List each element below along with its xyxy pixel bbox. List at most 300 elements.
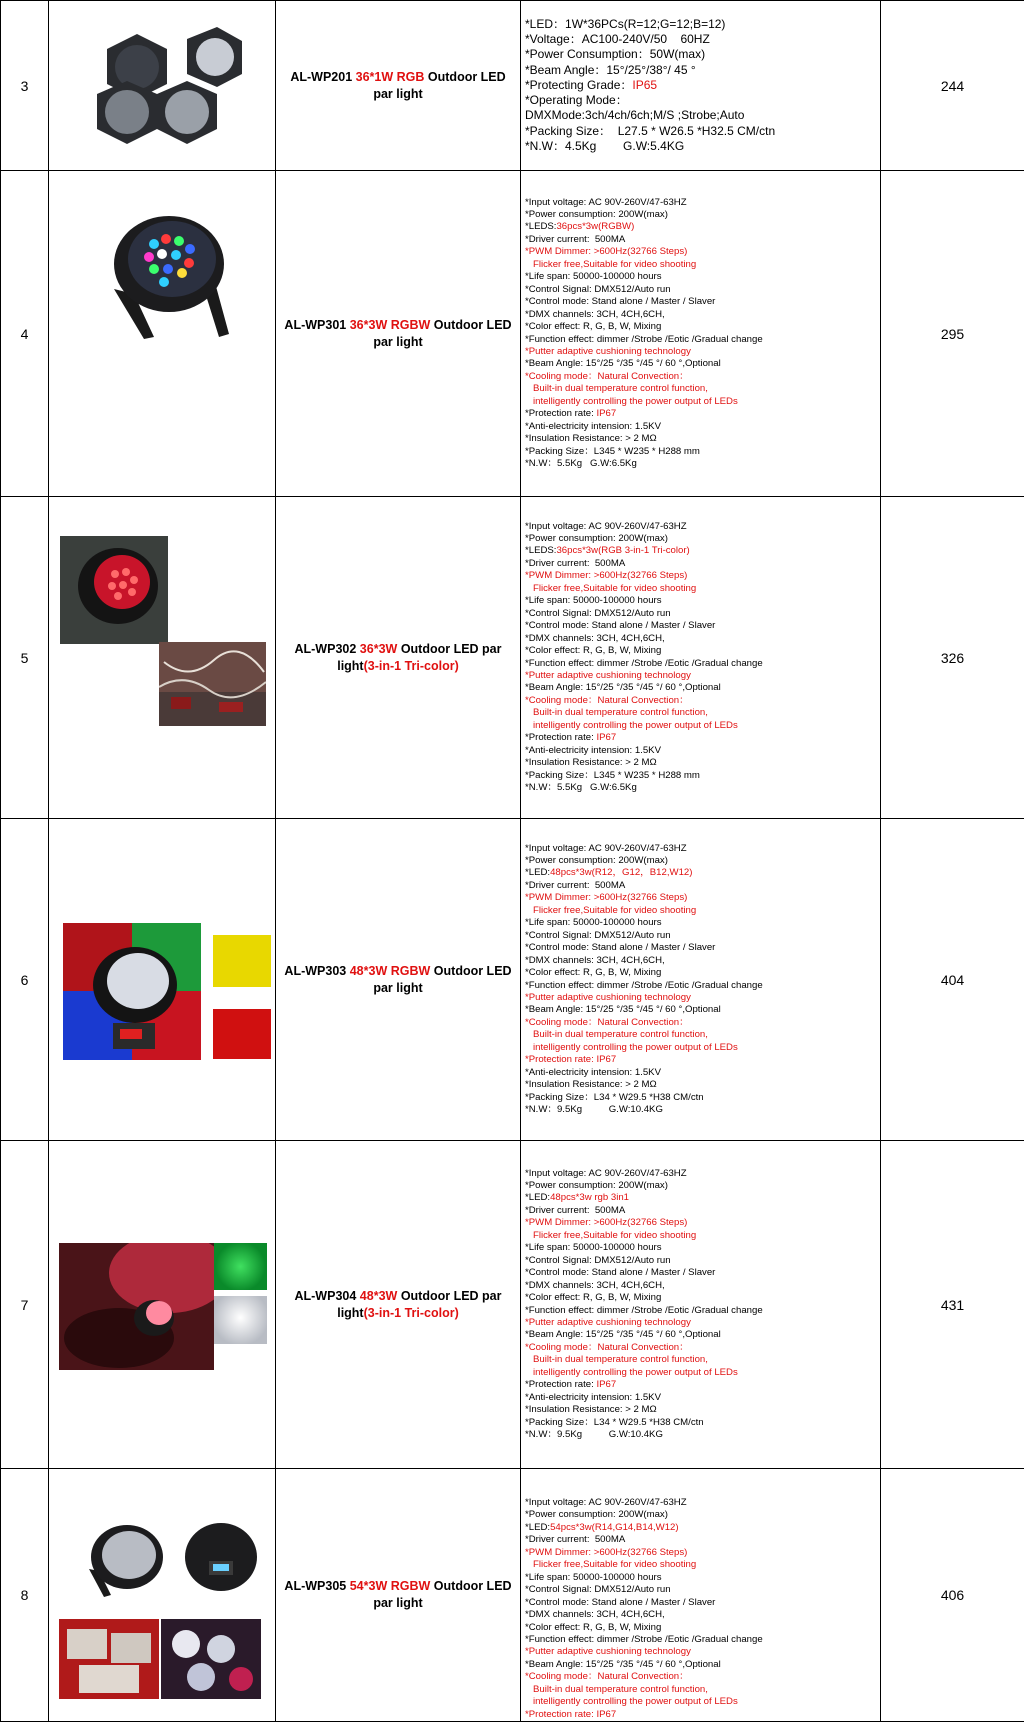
stock-photo	[161, 1619, 261, 1699]
spec-text: *Power consumption: 200W(max)	[525, 209, 668, 220]
color-swatch-yellow	[213, 935, 271, 987]
spec-text: *Power Consumption：50W(max)	[525, 47, 705, 61]
spec-text-highlight: *PWM Dimmer: >600Hz(32766 Steps)	[525, 1547, 687, 1558]
spec-text: *Packing Size：L34 * W29.5 *H38 CM/ctn	[525, 1417, 704, 1428]
spec-line	[525, 1597, 880, 1609]
product-photo-cell	[49, 1, 276, 171]
model-code: AL-WP302	[294, 642, 356, 656]
spec-line	[525, 955, 880, 967]
spec-line	[525, 1092, 880, 1104]
spec-line	[525, 396, 880, 408]
spec-line	[525, 1292, 880, 1304]
spec-line	[525, 246, 880, 258]
spec-line	[525, 1354, 880, 1366]
spec-text: *Driver current: 500MA	[525, 880, 625, 891]
spec-line	[525, 197, 880, 209]
spec-text: *Driver current: 500MA	[525, 1534, 625, 1545]
color-swatch-white	[214, 1296, 267, 1344]
model-description: Outdoor LED par light	[373, 1579, 511, 1610]
spec-line	[525, 745, 880, 757]
spec-line	[525, 124, 880, 139]
spec-text: *LEDS:	[525, 221, 556, 232]
spec-text: *Packing Size：L345 * W235 * H288 mm	[525, 446, 700, 457]
spec-line	[525, 234, 880, 246]
spec-text-highlight: *PWM Dimmer: >600Hz(32766 Steps)	[525, 570, 687, 581]
spec-text: *Beam Angle：15°/25°/38°/ 45 °	[525, 63, 696, 77]
spec-cell	[521, 1141, 881, 1469]
spec-text-highlight: *Protection rate: IP67	[525, 1709, 616, 1720]
spec-line	[525, 1104, 880, 1116]
spec-text: *N.W：9.5Kg G.W:10.4KG	[525, 1429, 663, 1440]
model-code: AL-WP304	[294, 1289, 356, 1303]
spec-line	[525, 271, 880, 283]
spec-text: *Anti-electricity intension: 1.5KV	[525, 1392, 661, 1403]
spec-text: *Insulation Resistance: > 2 MΩ	[525, 757, 657, 768]
spec-line	[525, 892, 880, 904]
spec-line	[525, 1609, 880, 1621]
spec-text-highlight: *Cooling mode：Natural Convection：	[525, 695, 689, 706]
price: 244	[881, 1, 1024, 171]
spec-text: *DMX channels: 3CH, 4CH,6CH,	[525, 955, 665, 966]
spec-line	[525, 1205, 880, 1217]
spec-line	[525, 1168, 880, 1180]
spec-line	[525, 1429, 880, 1441]
spec-line	[525, 1280, 880, 1292]
spec-line	[525, 770, 880, 782]
spec-text: *Beam Angle: 15°/25 °/35 °/45 °/ 60 °,Optional	[525, 682, 721, 693]
spec-line	[525, 695, 880, 707]
model-highlight: 54*3W RGBW	[350, 1579, 431, 1593]
spec-line	[525, 1255, 880, 1267]
spec-line	[525, 930, 880, 942]
spec-text: *Insulation Resistance: > 2 MΩ	[525, 1404, 657, 1415]
spec-line	[525, 1522, 880, 1534]
price: 326	[881, 497, 1024, 819]
spec-line	[525, 32, 880, 47]
spec-text: *Life span: 50000-100000 hours	[525, 271, 662, 282]
product-photo	[63, 923, 201, 1060]
spec-line	[525, 782, 880, 794]
spec-text: *Input voltage: AC 90V-260V/47-63HZ	[525, 1168, 687, 1179]
spec-text: *Anti-electricity intension: 1.5KV	[525, 421, 661, 432]
spec-text: *Control Signal: DMX512/Auto run	[525, 284, 671, 295]
spec-line	[525, 446, 880, 458]
spec-line	[525, 1042, 880, 1054]
spec-line	[525, 284, 880, 296]
spec-line	[525, 1572, 880, 1584]
spec-text: *Control Signal: DMX512/Auto run	[525, 930, 671, 941]
spec-text: *DMX channels: 3CH, 4CH,6CH,	[525, 1609, 665, 1620]
spec-text: *Function effect: dimmer /Strobe /Eotic /Gradual change	[525, 1305, 763, 1316]
product-photo-secondary	[159, 642, 266, 726]
model-highlight: 36*3W	[360, 642, 398, 656]
spec-text: *Color effect: R, G, B, W, Mixing	[525, 645, 661, 656]
spec-text-highlight: Flicker free,Suitable for video shooting	[525, 1230, 696, 1241]
spec-line	[525, 521, 880, 533]
spec-line	[525, 108, 880, 123]
spec-line	[525, 17, 880, 32]
spec-line	[525, 707, 880, 719]
product-photo-back	[179, 1519, 264, 1597]
spec-text: *N.W：5.5Kg G.W:6.5Kg	[525, 782, 637, 793]
spec-text: *Input voltage: AC 90V-260V/47-63HZ	[525, 843, 687, 854]
spec-text: *Beam Angle: 15°/25 °/35 °/45 °/ 60 °,Optional	[525, 1329, 721, 1340]
spec-text-highlight: IP67	[596, 732, 616, 743]
spec-line	[525, 1180, 880, 1192]
spec-text: *LED:	[525, 1522, 550, 1533]
product-photo-cell	[49, 171, 276, 497]
spec-text-highlight: Built-in dual temperature control function,	[525, 1684, 708, 1695]
spec-line	[525, 757, 880, 769]
spec-text: *Anti-electricity intension: 1.5KV	[525, 1067, 661, 1078]
spec-text-highlight: 36pcs*3w(RGBW)	[556, 221, 634, 232]
spec-text-highlight: intelligently controlling the power output of LEDs	[525, 720, 738, 731]
model-description: Outdoor LED par light	[337, 642, 501, 673]
model-code: AL-WP305	[284, 1579, 346, 1593]
model-cell	[276, 497, 521, 819]
spec-text-highlight: *Cooling mode：Natural Convection：	[525, 371, 689, 382]
spec-line	[525, 1317, 880, 1329]
spec-text: *Input voltage: AC 90V-260V/47-63HZ	[525, 1497, 687, 1508]
spec-text: *Control mode: Stand alone / Master / Slaver	[525, 942, 715, 953]
spec-text: *Life span: 50000-100000 hours	[525, 1572, 662, 1583]
spec-cell	[521, 819, 881, 1141]
spec-line	[525, 1029, 880, 1041]
spec-line	[525, 1696, 880, 1708]
spec-text: *Input voltage: AC 90V-260V/47-63HZ	[525, 197, 687, 208]
spec-text: *DMX channels: 3CH, 4CH,6CH,	[525, 1280, 665, 1291]
spec-text-highlight: *Putter adaptive cushioning technology	[525, 1317, 691, 1328]
model-highlight: 36*3W RGBW	[350, 318, 431, 332]
price: 431	[881, 1141, 1024, 1469]
model-description: Outdoor LED par light	[373, 70, 505, 101]
model-highlight: 36*1W RGB	[356, 70, 425, 84]
spec-text: *Power consumption: 200W(max)	[525, 855, 668, 866]
model-cell	[276, 1, 521, 171]
spec-line	[525, 905, 880, 917]
spec-text: *Control mode: Stand alone / Master / Slaver	[525, 1267, 715, 1278]
spec-text: *Power consumption: 200W(max)	[525, 1180, 668, 1191]
spec-line	[525, 917, 880, 929]
spec-text: *Insulation Resistance: > 2 MΩ	[525, 1079, 657, 1090]
spec-line	[525, 1559, 880, 1571]
spec-text: *Function effect: dimmer /Strobe /Eotic /Gradual change	[525, 980, 763, 991]
spec-text-highlight: intelligently controlling the power output of LEDs	[525, 1367, 738, 1378]
spec-text: *DMX channels: 3CH, 4CH,6CH,	[525, 633, 665, 644]
spec-line	[525, 63, 880, 78]
spec-text: *LED:	[525, 1192, 550, 1203]
spec-line	[525, 595, 880, 607]
spec-text: *Packing Size：L345 * W235 * H288 mm	[525, 770, 700, 781]
spec-text-highlight: Flicker free,Suitable for video shooting	[525, 583, 696, 594]
spec-line	[525, 259, 880, 271]
model-code: AL-WP303	[284, 964, 346, 978]
spec-text: *DMX channels: 3CH, 4CH,6CH,	[525, 309, 665, 320]
price: 406	[881, 1469, 1024, 1722]
spec-text-highlight: Flicker free,Suitable for video shooting	[525, 905, 696, 916]
spec-line	[525, 1079, 880, 1091]
table-row	[1, 1469, 1024, 1722]
spec-line	[525, 658, 880, 670]
spec-text-highlight: IP67	[596, 1379, 616, 1390]
spec-line	[525, 1684, 880, 1696]
spec-text-highlight: Built-in dual temperature control function,	[525, 383, 708, 394]
product-photo	[60, 536, 168, 644]
spec-line	[525, 1230, 880, 1242]
spec-text-highlight: 36pcs*3w(RGB 3-in-1 Tri-color)	[556, 545, 689, 556]
spec-line	[525, 1534, 880, 1546]
row-number: 6	[1, 819, 49, 1141]
spec-line	[525, 942, 880, 954]
spec-text-highlight: Flicker free,Suitable for video shooting	[525, 1559, 696, 1570]
spec-text-highlight: 48pcs*3w(R12，G12，B12,W12)	[550, 867, 692, 878]
spec-line	[525, 1379, 880, 1391]
spec-text-highlight: IP65	[632, 78, 657, 92]
spec-text: *N.W：5.5Kg G.W:6.5Kg	[525, 458, 637, 469]
spec-line	[525, 93, 880, 108]
table-row	[1, 171, 1024, 497]
model-description: Outdoor LED par light	[373, 318, 511, 349]
spec-line	[525, 1192, 880, 1204]
spec-line	[525, 1497, 880, 1509]
model-description: Outdoor LED par light	[373, 964, 511, 995]
spec-text-highlight: *Protection rate: IP67	[525, 1054, 616, 1065]
spec-text-highlight: intelligently controlling the power output of LEDs	[525, 1042, 738, 1053]
model-cell	[276, 819, 521, 1141]
spec-text: *Life span: 50000-100000 hours	[525, 917, 662, 928]
spec-line	[525, 867, 880, 879]
spec-line	[525, 1267, 880, 1279]
spec-line	[525, 1634, 880, 1646]
model-suffix: (3-in-1 Tri-color)	[364, 659, 459, 673]
packaging-photo	[59, 1619, 159, 1699]
spec-text-highlight: 54pcs*3w(R14,G14,B14,W12)	[550, 1522, 679, 1533]
table-row	[1, 1, 1024, 171]
product-photo	[59, 1243, 214, 1370]
spec-line	[525, 855, 880, 867]
spec-text: *Control Signal: DMX512/Auto run	[525, 608, 671, 619]
spec-text: *Life span: 50000-100000 hours	[525, 595, 662, 606]
spec-text-highlight: *Cooling mode：Natural Convection：	[525, 1342, 689, 1353]
spec-text: *Power consumption: 200W(max)	[525, 533, 668, 544]
model-highlight: 48*3W RGBW	[350, 964, 431, 978]
spec-line	[525, 732, 880, 744]
color-swatch-red	[213, 1009, 271, 1059]
spec-line	[525, 583, 880, 595]
spec-text: *Color effect: R, G, B, W, Mixing	[525, 321, 661, 332]
spec-text-highlight: *PWM Dimmer: >600Hz(32766 Steps)	[525, 892, 687, 903]
spec-text: *Beam Angle: 15°/25 °/35 °/45 °/ 60 °,Optional	[525, 358, 721, 369]
spec-line	[525, 1242, 880, 1254]
spec-cell	[521, 1, 881, 171]
spec-cell	[521, 1469, 881, 1722]
spec-line	[525, 1646, 880, 1658]
spec-text: *Packing Size：L34 * W29.5 *H38 CM/ctn	[525, 1092, 704, 1103]
spec-text: *LEDS:	[525, 545, 556, 556]
spec-text-highlight: *PWM Dimmer: >600Hz(32766 Steps)	[525, 1217, 687, 1228]
spec-text: *N.W：9.5Kg G.W:10.4KG	[525, 1104, 663, 1115]
row-number: 3	[1, 1, 49, 171]
spec-line	[525, 346, 880, 358]
spec-line	[525, 47, 880, 62]
spec-line	[525, 720, 880, 732]
spec-text: *Power consumption: 200W(max)	[525, 1509, 668, 1520]
spec-line	[525, 1709, 880, 1721]
spec-text: *Life span: 50000-100000 hours	[525, 1242, 662, 1253]
spec-line	[525, 321, 880, 333]
product-photo	[79, 1519, 169, 1599]
spec-text: *Driver current: 500MA	[525, 234, 625, 245]
spec-cell	[521, 497, 881, 819]
spec-line	[525, 1671, 880, 1683]
spec-line	[525, 458, 880, 470]
spec-line	[525, 992, 880, 1004]
spec-text: *Function effect: dimmer /Strobe /Eotic /Gradual change	[525, 1634, 763, 1645]
spec-line	[525, 1054, 880, 1066]
spec-text: *LED：1W*36PCs(R=12;G=12;B=12)	[525, 17, 725, 31]
spec-text-highlight: intelligently controlling the power output of LEDs	[525, 396, 738, 407]
table-row	[1, 497, 1024, 819]
spec-text: *Operating Mode：	[525, 93, 628, 107]
spec-text: *Control mode: Stand alone / Master / Slaver	[525, 620, 715, 631]
spec-text-highlight: Built-in dual temperature control function,	[525, 707, 708, 718]
spec-text: *Control Signal: DMX512/Auto run	[525, 1255, 671, 1266]
model-code: AL-WP301	[284, 318, 346, 332]
model-highlight: 48*3W	[360, 1289, 398, 1303]
model-code: AL-WP201	[290, 70, 352, 84]
product-photo-cell	[49, 497, 276, 819]
spec-text: *Anti-electricity intension: 1.5KV	[525, 745, 661, 756]
spec-text-highlight: *Putter adaptive cushioning technology	[525, 346, 691, 357]
model-cell	[276, 171, 521, 497]
spec-text: *Control Signal: DMX512/Auto run	[525, 1584, 671, 1595]
spec-line	[525, 880, 880, 892]
price: 295	[881, 171, 1024, 497]
table-row	[1, 1141, 1024, 1469]
spec-line	[525, 383, 880, 395]
spec-text-highlight: *Putter adaptive cushioning technology	[525, 1646, 691, 1657]
spec-line	[525, 1017, 880, 1029]
spec-line	[525, 1659, 880, 1671]
spec-text: *Protection rate:	[525, 408, 596, 419]
model-cell	[276, 1469, 521, 1722]
spec-line	[525, 1584, 880, 1596]
spec-text: *Voltage：AC100-240V/50 60HZ	[525, 32, 710, 46]
spec-line	[525, 558, 880, 570]
color-swatch-green	[214, 1243, 267, 1290]
spec-text: *Control mode: Stand alone / Master / Slaver	[525, 1597, 715, 1608]
spec-text-highlight: *Putter adaptive cushioning technology	[525, 670, 691, 681]
spec-line	[525, 1417, 880, 1429]
product-photo-cell	[49, 1141, 276, 1469]
row-number: 4	[1, 171, 49, 497]
spec-line	[525, 980, 880, 992]
spec-text: *Control mode: Stand alone / Master / Slaver	[525, 296, 715, 307]
spec-text: DMXMode:3ch/4ch/6ch;M/S ;Strobe;Auto	[525, 108, 744, 122]
spec-line	[525, 967, 880, 979]
spec-line	[525, 1342, 880, 1354]
spec-text: *Beam Angle: 15°/25 °/35 °/45 °/ 60 °,Optional	[525, 1004, 721, 1015]
spec-line	[525, 296, 880, 308]
row-number: 5	[1, 497, 49, 819]
spec-text: *Insulation Resistance: > 2 MΩ	[525, 433, 657, 444]
spec-line	[525, 408, 880, 420]
spec-line	[525, 1004, 880, 1016]
model-description: Outdoor LED par light	[337, 1289, 501, 1320]
spec-text-highlight: Built-in dual temperature control function,	[525, 1029, 708, 1040]
spec-line	[525, 1404, 880, 1416]
model-cell	[276, 1141, 521, 1469]
spec-text: *Driver current: 500MA	[525, 1205, 625, 1216]
row-number: 8	[1, 1469, 49, 1722]
row-number: 7	[1, 1141, 49, 1469]
spec-line	[525, 620, 880, 632]
spec-line	[525, 682, 880, 694]
spec-line	[525, 371, 880, 383]
table-row	[1, 819, 1024, 1141]
spec-line	[525, 1067, 880, 1079]
spec-text-highlight: *Cooling mode：Natural Convection：	[525, 1671, 689, 1682]
spec-text-highlight: Built-in dual temperature control function,	[525, 1354, 708, 1365]
spec-text: *Color effect: R, G, B, W, Mixing	[525, 967, 661, 978]
spec-line	[525, 221, 880, 233]
spec-text-highlight: 48pcs*3w rgb 3in1	[550, 1192, 629, 1203]
spec-text: *Protection rate:	[525, 732, 596, 743]
product-photo	[94, 209, 234, 344]
spec-line	[525, 1547, 880, 1559]
spec-line	[525, 139, 880, 154]
spec-text: *Packing Size： L27.5 * W26.5 *H32.5 CM/ctn	[525, 124, 775, 138]
spec-text: *Function effect: dimmer /Strobe /Eotic /Gradual change	[525, 334, 763, 345]
price: 404	[881, 819, 1024, 1141]
spec-line	[525, 309, 880, 321]
spec-line	[525, 670, 880, 682]
spec-line	[525, 645, 880, 657]
spec-line	[525, 421, 880, 433]
spec-line	[525, 1367, 880, 1379]
product-photo-cell	[49, 819, 276, 1141]
spec-text: *LED:	[525, 867, 550, 878]
spec-line	[525, 545, 880, 557]
product-photo-cell	[49, 1469, 276, 1722]
spec-line	[525, 1329, 880, 1341]
spec-text: *Input voltage: AC 90V-260V/47-63HZ	[525, 521, 687, 532]
spec-line	[525, 1217, 880, 1229]
spec-text: *Color effect: R, G, B, W, Mixing	[525, 1622, 661, 1633]
spec-line	[525, 608, 880, 620]
spec-text: *Protection rate:	[525, 1379, 596, 1390]
spec-line	[525, 633, 880, 645]
spec-text: *Beam Angle: 15°/25 °/35 °/45 °/ 60 °,Optional	[525, 1659, 721, 1670]
spec-line	[525, 433, 880, 445]
spec-cell	[521, 171, 881, 497]
spec-line	[525, 1392, 880, 1404]
model-suffix: (3-in-1 Tri-color)	[364, 1306, 459, 1320]
spec-line	[525, 1509, 880, 1521]
spec-text-highlight: *PWM Dimmer: >600Hz(32766 Steps)	[525, 246, 687, 257]
spec-text-highlight: IP67	[596, 408, 616, 419]
spec-text-highlight: Flicker free,Suitable for video shooting	[525, 259, 696, 270]
spec-line	[525, 570, 880, 582]
spec-line	[525, 78, 880, 93]
spec-text-highlight: *Putter adaptive cushioning technology	[525, 992, 691, 1003]
spec-line	[525, 209, 880, 221]
product-photo	[77, 19, 262, 159]
spec-text: *Driver current: 500MA	[525, 558, 625, 569]
spec-line	[525, 533, 880, 545]
spec-line	[525, 334, 880, 346]
spec-text: *Function effect: dimmer /Strobe /Eotic /Gradual change	[525, 658, 763, 669]
